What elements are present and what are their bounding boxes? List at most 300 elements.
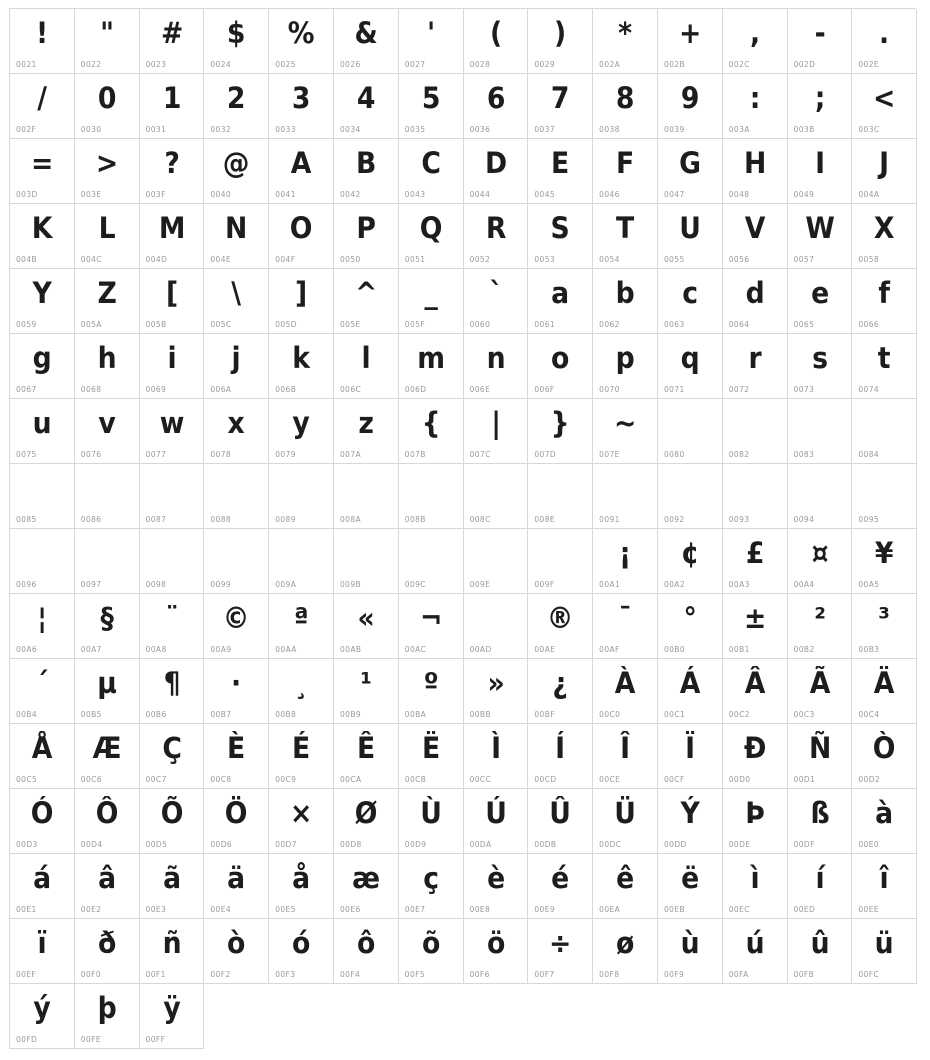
glyph-cell[interactable] bbox=[334, 139, 399, 204]
glyph-codepoint: 00C5 bbox=[16, 775, 38, 784]
glyph-cell[interactable] bbox=[204, 334, 269, 399]
glyph-cell[interactable] bbox=[658, 464, 723, 529]
glyph-cell[interactable] bbox=[204, 854, 269, 919]
glyph-cell[interactable] bbox=[658, 269, 723, 334]
glyph-cell[interactable] bbox=[852, 9, 917, 74]
glyph-codepoint: 00EB bbox=[663, 905, 685, 914]
glyph-codepoint: 009E bbox=[469, 580, 491, 589]
glyph-cell[interactable] bbox=[140, 529, 205, 594]
glyph-character: c bbox=[682, 276, 698, 310]
glyph-cell[interactable] bbox=[593, 464, 658, 529]
glyph-cell[interactable] bbox=[788, 9, 853, 74]
glyph-cell[interactable] bbox=[593, 919, 658, 984]
glyph-character: á bbox=[33, 861, 51, 895]
glyph-cell[interactable] bbox=[399, 269, 464, 334]
glyph-cell[interactable] bbox=[10, 464, 75, 529]
glyph-character: Ð bbox=[743, 731, 766, 765]
glyph-cell[interactable] bbox=[723, 464, 788, 529]
glyph-cell[interactable] bbox=[464, 139, 529, 204]
glyph-cell[interactable] bbox=[269, 139, 334, 204]
glyph-character: f bbox=[878, 276, 890, 310]
glyph-codepoint: 00FA bbox=[728, 970, 749, 979]
glyph-codepoint: 00DC bbox=[599, 840, 622, 849]
glyph-cell[interactable] bbox=[140, 724, 205, 789]
glyph-cell[interactable] bbox=[658, 74, 723, 139]
glyph-cell[interactable] bbox=[528, 529, 593, 594]
glyph-cell[interactable] bbox=[10, 789, 75, 854]
glyph-character: Ø bbox=[354, 796, 377, 830]
glyph-cell[interactable] bbox=[75, 919, 140, 984]
glyph-cell[interactable] bbox=[204, 269, 269, 334]
glyph-cell[interactable] bbox=[399, 789, 464, 854]
glyph-cell[interactable] bbox=[593, 399, 658, 464]
glyph-cell[interactable] bbox=[528, 919, 593, 984]
glyph-cell[interactable] bbox=[75, 334, 140, 399]
glyph-cell[interactable] bbox=[658, 919, 723, 984]
glyph-cell[interactable] bbox=[334, 269, 399, 334]
glyph-cell[interactable] bbox=[204, 529, 269, 594]
glyph-cell[interactable] bbox=[788, 269, 853, 334]
glyph-cell[interactable] bbox=[399, 594, 464, 659]
glyph-cell[interactable] bbox=[658, 139, 723, 204]
glyph-character bbox=[401, 531, 460, 575]
glyph-cell[interactable] bbox=[464, 919, 529, 984]
glyph-codepoint: 007D bbox=[534, 450, 557, 459]
glyph-cell[interactable] bbox=[658, 399, 723, 464]
glyph-cell[interactable] bbox=[399, 659, 464, 724]
glyph-cell[interactable] bbox=[269, 594, 334, 659]
glyph-cell[interactable] bbox=[10, 594, 75, 659]
glyph-cell[interactable] bbox=[204, 919, 269, 984]
glyph-character: ; bbox=[814, 81, 825, 115]
glyph-cell[interactable] bbox=[10, 659, 75, 724]
glyph-codepoint: 00AC bbox=[404, 645, 427, 654]
glyph-character: . bbox=[879, 16, 890, 50]
glyph-character: V bbox=[744, 211, 765, 245]
glyph-cell[interactable] bbox=[75, 269, 140, 334]
glyph-cell[interactable] bbox=[593, 529, 658, 594]
glyph-codepoint: 0047 bbox=[663, 190, 685, 199]
glyph-cell[interactable] bbox=[334, 204, 399, 269]
glyph-character: â bbox=[97, 861, 116, 895]
glyph-cell[interactable] bbox=[140, 269, 205, 334]
glyph-cell[interactable] bbox=[140, 984, 205, 1049]
glyph-codepoint: 0051 bbox=[404, 255, 426, 264]
glyph-cell[interactable] bbox=[269, 919, 334, 984]
glyph-cell[interactable] bbox=[204, 74, 269, 139]
glyph-codepoint: 0053 bbox=[534, 255, 556, 264]
glyph-cell[interactable] bbox=[658, 854, 723, 919]
glyph-cell[interactable] bbox=[723, 334, 788, 399]
glyph-cell[interactable] bbox=[723, 529, 788, 594]
glyph-cell[interactable] bbox=[10, 724, 75, 789]
glyph-cell[interactable] bbox=[334, 334, 399, 399]
glyph-cell[interactable] bbox=[723, 269, 788, 334]
glyph-character: y bbox=[292, 406, 310, 440]
glyph-cell[interactable] bbox=[788, 139, 853, 204]
glyph-cell[interactable] bbox=[10, 9, 75, 74]
glyph-codepoint: 00F5 bbox=[404, 970, 426, 979]
glyph-character: í bbox=[815, 861, 824, 895]
glyph-cell[interactable] bbox=[528, 854, 593, 919]
glyph-character bbox=[13, 531, 72, 575]
glyph-cell[interactable] bbox=[464, 9, 529, 74]
glyph-cell[interactable] bbox=[75, 724, 140, 789]
glyph-cell[interactable] bbox=[204, 9, 269, 74]
glyph-codepoint: 0021 bbox=[16, 60, 37, 69]
glyph-cell[interactable] bbox=[399, 919, 464, 984]
glyph-cell[interactable] bbox=[593, 724, 658, 789]
glyph-cell[interactable] bbox=[852, 529, 917, 594]
glyph-cell[interactable] bbox=[140, 334, 205, 399]
glyph-cell[interactable] bbox=[75, 9, 140, 74]
glyph-cell[interactable] bbox=[140, 789, 205, 854]
glyph-cell[interactable] bbox=[788, 659, 853, 724]
glyph-cell[interactable] bbox=[140, 594, 205, 659]
glyph-cell[interactable] bbox=[10, 919, 75, 984]
glyph-cell[interactable] bbox=[593, 659, 658, 724]
glyph-codepoint: 00F3 bbox=[275, 970, 296, 979]
glyph-cell[interactable] bbox=[334, 854, 399, 919]
glyph-cell[interactable] bbox=[10, 74, 75, 139]
glyph-cell[interactable] bbox=[204, 789, 269, 854]
glyph-cell[interactable] bbox=[723, 399, 788, 464]
glyph-cell[interactable] bbox=[269, 464, 334, 529]
glyph-cell[interactable] bbox=[140, 139, 205, 204]
glyph-character: D bbox=[484, 146, 507, 180]
glyph-character: s bbox=[811, 341, 828, 375]
glyph-cell[interactable] bbox=[658, 594, 723, 659]
glyph-cell[interactable] bbox=[658, 334, 723, 399]
glyph-cell[interactable] bbox=[334, 399, 399, 464]
glyph-codepoint: 0025 bbox=[275, 60, 296, 69]
glyph-cell[interactable] bbox=[593, 334, 658, 399]
glyph-character: ë bbox=[681, 861, 699, 895]
glyph-cell[interactable] bbox=[788, 204, 853, 269]
glyph-cell[interactable] bbox=[75, 204, 140, 269]
glyph-codepoint: 0069 bbox=[145, 385, 167, 394]
glyph-character: ñ bbox=[162, 926, 181, 960]
glyph-codepoint: 0086 bbox=[80, 515, 102, 524]
glyph-cell[interactable] bbox=[269, 269, 334, 334]
glyph-cell[interactable] bbox=[10, 334, 75, 399]
glyph-codepoint: 0035 bbox=[404, 125, 426, 134]
glyph-cell[interactable] bbox=[658, 204, 723, 269]
glyph-cell[interactable] bbox=[788, 334, 853, 399]
glyph-cell[interactable] bbox=[399, 464, 464, 529]
glyph-cell[interactable] bbox=[852, 659, 917, 724]
glyph-codepoint: 0033 bbox=[275, 125, 296, 134]
glyph-cell[interactable] bbox=[204, 464, 269, 529]
glyph-character: é bbox=[551, 861, 570, 895]
glyph-codepoint: 002A bbox=[599, 60, 621, 69]
glyph-cell[interactable] bbox=[788, 594, 853, 659]
glyph-cell[interactable] bbox=[723, 139, 788, 204]
glyph-cell[interactable] bbox=[788, 464, 853, 529]
glyph-cell[interactable] bbox=[75, 854, 140, 919]
glyph-cell[interactable] bbox=[528, 724, 593, 789]
glyph-cell[interactable] bbox=[140, 399, 205, 464]
glyph-cell[interactable] bbox=[75, 529, 140, 594]
glyph-cell[interactable] bbox=[593, 269, 658, 334]
glyph-cell[interactable] bbox=[399, 139, 464, 204]
glyph-cell[interactable] bbox=[852, 74, 917, 139]
glyph-codepoint: 00CB bbox=[404, 775, 427, 784]
glyph-cell[interactable] bbox=[334, 74, 399, 139]
glyph-character: û bbox=[810, 926, 829, 960]
glyph-cell[interactable] bbox=[204, 594, 269, 659]
glyph-cell[interactable] bbox=[399, 74, 464, 139]
glyph-character: | bbox=[490, 406, 501, 440]
glyph-character: ú bbox=[745, 926, 764, 960]
glyph-cell[interactable] bbox=[593, 204, 658, 269]
glyph-cell[interactable] bbox=[75, 984, 140, 1049]
glyph-codepoint: 004B bbox=[16, 255, 38, 264]
glyph-codepoint: 00B7 bbox=[210, 710, 232, 719]
glyph-cell[interactable] bbox=[464, 854, 529, 919]
glyph-cell[interactable] bbox=[334, 659, 399, 724]
glyph-character: M bbox=[158, 211, 185, 245]
glyph-cell[interactable] bbox=[75, 139, 140, 204]
glyph-cell[interactable] bbox=[140, 9, 205, 74]
glyph-cell[interactable] bbox=[852, 854, 917, 919]
glyph-cell[interactable] bbox=[464, 789, 529, 854]
glyph-cell[interactable] bbox=[269, 659, 334, 724]
glyph-cell[interactable] bbox=[204, 399, 269, 464]
glyph-codepoint: 004F bbox=[275, 255, 296, 264]
glyph-codepoint: 0093 bbox=[728, 515, 750, 524]
glyph-cell[interactable] bbox=[399, 9, 464, 74]
glyph-cell[interactable] bbox=[75, 74, 140, 139]
glyph-codepoint: 0065 bbox=[793, 320, 815, 329]
glyph-codepoint: 0028 bbox=[469, 60, 491, 69]
glyph-codepoint: 00D0 bbox=[728, 775, 751, 784]
glyph-character: N bbox=[225, 211, 248, 245]
glyph-character: Ç bbox=[161, 731, 182, 765]
glyph-cell[interactable] bbox=[852, 789, 917, 854]
glyph-cell[interactable] bbox=[723, 854, 788, 919]
glyph-cell[interactable] bbox=[75, 464, 140, 529]
glyph-codepoint: 0084 bbox=[858, 450, 880, 459]
glyph-cell[interactable] bbox=[464, 204, 529, 269]
glyph-cell[interactable] bbox=[140, 919, 205, 984]
glyph-cell[interactable] bbox=[464, 659, 529, 724]
glyph-cell[interactable] bbox=[723, 659, 788, 724]
glyph-codepoint: 00A5 bbox=[858, 580, 880, 589]
glyph-cell[interactable] bbox=[658, 9, 723, 74]
glyph-cell[interactable] bbox=[788, 919, 853, 984]
glyph-cell[interactable] bbox=[788, 724, 853, 789]
glyph-codepoint: 00C2 bbox=[728, 710, 750, 719]
glyph-cell[interactable] bbox=[140, 854, 205, 919]
glyph-cell[interactable] bbox=[334, 919, 399, 984]
glyph-cell[interactable] bbox=[852, 204, 917, 269]
glyph-cell[interactable] bbox=[399, 854, 464, 919]
glyph-character: ¯ bbox=[618, 601, 632, 635]
glyph-cell[interactable] bbox=[269, 334, 334, 399]
glyph-codepoint: 009C bbox=[404, 580, 426, 589]
glyph-cell[interactable] bbox=[334, 9, 399, 74]
glyph-cell[interactable] bbox=[852, 399, 917, 464]
glyph-cell[interactable] bbox=[204, 724, 269, 789]
glyph-cell[interactable] bbox=[399, 334, 464, 399]
glyph-cell[interactable] bbox=[658, 659, 723, 724]
glyph-character: Ä bbox=[874, 666, 895, 700]
glyph-cell[interactable] bbox=[723, 204, 788, 269]
glyph-codepoint: 005E bbox=[339, 320, 361, 329]
glyph-character: Ê bbox=[356, 731, 375, 765]
glyph-cell[interactable] bbox=[723, 74, 788, 139]
glyph-cell[interactable] bbox=[658, 789, 723, 854]
glyph-cell[interactable] bbox=[464, 334, 529, 399]
glyph-cell[interactable] bbox=[852, 724, 917, 789]
glyph-cell[interactable] bbox=[464, 269, 529, 334]
glyph-character: m bbox=[417, 341, 445, 375]
glyph-cell[interactable] bbox=[593, 74, 658, 139]
glyph-cell[interactable] bbox=[852, 334, 917, 399]
glyph-cell[interactable] bbox=[269, 74, 334, 139]
glyph-codepoint: 0044 bbox=[469, 190, 491, 199]
glyph-cell[interactable] bbox=[75, 594, 140, 659]
glyph-cell[interactable] bbox=[852, 464, 917, 529]
glyph-cell[interactable] bbox=[852, 139, 917, 204]
glyph-cell[interactable] bbox=[464, 724, 529, 789]
glyph-cell[interactable] bbox=[723, 919, 788, 984]
glyph-codepoint: 00F6 bbox=[469, 970, 490, 979]
glyph-character: C bbox=[421, 146, 441, 180]
glyph-character bbox=[466, 531, 525, 575]
glyph-cell[interactable] bbox=[269, 724, 334, 789]
glyph-cell[interactable] bbox=[723, 724, 788, 789]
glyph-cell[interactable] bbox=[204, 659, 269, 724]
glyph-cell[interactable] bbox=[75, 659, 140, 724]
glyph-cell[interactable] bbox=[334, 789, 399, 854]
glyph-character: Ô bbox=[95, 796, 118, 830]
glyph-cell[interactable] bbox=[593, 139, 658, 204]
glyph-cell[interactable] bbox=[528, 139, 593, 204]
glyph-cell[interactable] bbox=[528, 204, 593, 269]
glyph-cell[interactable] bbox=[334, 594, 399, 659]
glyph-codepoint: 0045 bbox=[534, 190, 556, 199]
glyph-cell[interactable] bbox=[10, 984, 75, 1049]
glyph-cell[interactable] bbox=[528, 594, 593, 659]
glyph-cell[interactable] bbox=[269, 854, 334, 919]
glyph-cell[interactable] bbox=[593, 789, 658, 854]
glyph-character: Ú bbox=[484, 796, 507, 830]
glyph-character: ) bbox=[554, 16, 567, 50]
glyph-cell[interactable] bbox=[852, 269, 917, 334]
glyph-cell[interactable] bbox=[464, 74, 529, 139]
glyph-cell[interactable] bbox=[399, 204, 464, 269]
glyph-cell[interactable] bbox=[399, 724, 464, 789]
glyph-codepoint: 00E8 bbox=[469, 905, 491, 914]
glyph-cell[interactable] bbox=[204, 204, 269, 269]
glyph-cell[interactable] bbox=[10, 204, 75, 269]
glyph-character: ý bbox=[33, 991, 51, 1025]
glyph-cell[interactable] bbox=[593, 9, 658, 74]
glyph-cell[interactable] bbox=[269, 399, 334, 464]
glyph-cell[interactable] bbox=[10, 139, 75, 204]
glyph-codepoint: 00DE bbox=[728, 840, 751, 849]
glyph-cell[interactable] bbox=[658, 724, 723, 789]
glyph-cell[interactable] bbox=[852, 594, 917, 659]
glyph-cell[interactable] bbox=[10, 399, 75, 464]
glyph-character: Ò bbox=[873, 731, 896, 765]
glyph-cell[interactable] bbox=[464, 399, 529, 464]
glyph-character: - bbox=[814, 16, 825, 50]
glyph-cell[interactable] bbox=[723, 594, 788, 659]
glyph-cell[interactable] bbox=[10, 529, 75, 594]
glyph-cell[interactable] bbox=[140, 204, 205, 269]
glyph-character: F bbox=[616, 146, 634, 180]
glyph-cell[interactable] bbox=[528, 269, 593, 334]
glyph-cell[interactable] bbox=[593, 854, 658, 919]
glyph-cell[interactable] bbox=[75, 789, 140, 854]
glyph-cell[interactable] bbox=[10, 854, 75, 919]
glyph-cell[interactable] bbox=[788, 789, 853, 854]
glyph-character: $ bbox=[227, 16, 246, 50]
glyph-cell[interactable] bbox=[464, 529, 529, 594]
glyph-cell[interactable] bbox=[334, 464, 399, 529]
glyph-cell[interactable] bbox=[788, 399, 853, 464]
glyph-cell[interactable] bbox=[334, 529, 399, 594]
glyph-codepoint: 00CD bbox=[534, 775, 557, 784]
glyph-cell[interactable] bbox=[464, 464, 529, 529]
glyph-codepoint: 00CE bbox=[599, 775, 621, 784]
glyph-cell[interactable] bbox=[723, 9, 788, 74]
glyph-character bbox=[855, 466, 914, 510]
glyph-cell[interactable] bbox=[10, 269, 75, 334]
glyph-cell[interactable] bbox=[399, 529, 464, 594]
glyph-codepoint: 00B4 bbox=[16, 710, 38, 719]
glyph-cell[interactable] bbox=[269, 204, 334, 269]
glyph-cell[interactable] bbox=[334, 724, 399, 789]
glyph-cell[interactable] bbox=[269, 529, 334, 594]
glyph-cell[interactable] bbox=[788, 854, 853, 919]
glyph-character: @ bbox=[223, 146, 250, 180]
glyph-cell[interactable] bbox=[852, 919, 917, 984]
glyph-cell[interactable] bbox=[723, 789, 788, 854]
glyph-cell[interactable] bbox=[528, 74, 593, 139]
glyph-cell[interactable] bbox=[528, 464, 593, 529]
glyph-cell[interactable] bbox=[528, 334, 593, 399]
glyph-cell[interactable] bbox=[658, 529, 723, 594]
glyph-cell[interactable] bbox=[399, 399, 464, 464]
glyph-cell[interactable] bbox=[528, 399, 593, 464]
glyph-cell[interactable] bbox=[269, 9, 334, 74]
glyph-cell[interactable] bbox=[140, 659, 205, 724]
glyph-character: ü bbox=[874, 926, 894, 960]
glyph-cell[interactable] bbox=[204, 139, 269, 204]
glyph-cell[interactable] bbox=[788, 529, 853, 594]
glyph-codepoint: 0057 bbox=[793, 255, 815, 264]
glyph-codepoint: 008A bbox=[339, 515, 362, 524]
glyph-character: 7 bbox=[551, 81, 570, 115]
glyph-cell[interactable] bbox=[788, 74, 853, 139]
glyph-cell[interactable] bbox=[140, 464, 205, 529]
glyph-cell[interactable] bbox=[528, 789, 593, 854]
glyph-codepoint: 00CF bbox=[663, 775, 685, 784]
glyph-cell[interactable] bbox=[593, 594, 658, 659]
glyph-cell[interactable] bbox=[464, 594, 529, 659]
glyph-cell[interactable] bbox=[528, 9, 593, 74]
glyph-cell[interactable] bbox=[75, 399, 140, 464]
glyph-cell[interactable] bbox=[140, 74, 205, 139]
glyph-codepoint: 0089 bbox=[275, 515, 296, 524]
glyph-cell[interactable] bbox=[528, 659, 593, 724]
glyph-character: 1 bbox=[162, 81, 181, 115]
glyph-cell[interactable] bbox=[269, 789, 334, 854]
